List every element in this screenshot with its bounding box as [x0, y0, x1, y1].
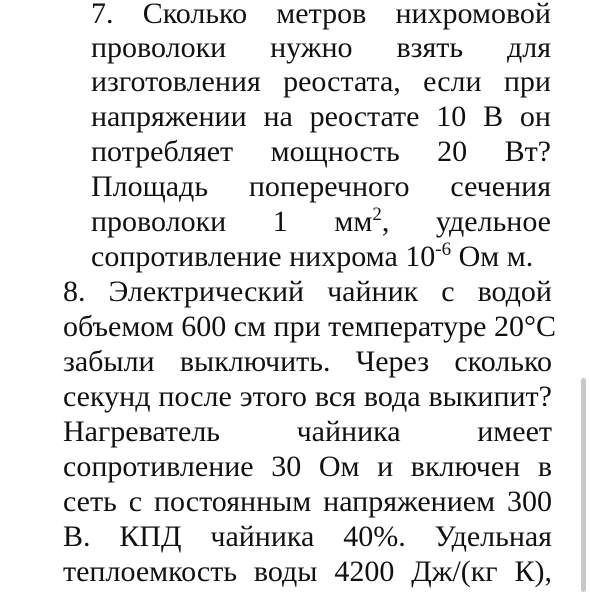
line-8-text-before: сопротивление нихрома 10	[91, 240, 436, 273]
question-8-line-9: теплоемкость воды 4200 Дж/(кг К),	[63, 555, 552, 588]
superscript-exponent: 2	[372, 204, 382, 225]
question-8-line-1: 8. Электрический чайник с водой	[63, 275, 552, 308]
superscript-exponent: -6	[435, 239, 452, 260]
line-7-text-before: проволоки 1 мм	[91, 205, 373, 238]
question-8-line-6: сопротивление 30 Ом и включен в	[63, 450, 552, 483]
question-7-line-7	[91, 204, 551, 240]
question-7-line-6: Площадь поперечного сечения	[91, 170, 551, 203]
question-7-line-1: 7. Сколько метров нихромовой	[91, 0, 551, 30]
question-8-line-4: секунд после этого вся вода выкипит?	[63, 380, 552, 413]
question-8-line-3: забыли выключить. Через сколько	[63, 345, 552, 378]
question-7-line-5: потребляет мощность 20 Вт?	[91, 135, 551, 168]
question-7-line-4: напряжении на реостате 10 В он	[91, 100, 551, 133]
line-7-text-after: , удельное	[381, 205, 551, 238]
question-7-line-8	[91, 239, 551, 275]
question-8-line-5: Нагреватель чайника имеет	[63, 415, 552, 448]
question-7-line-2: проволоки нужно взять для	[91, 31, 551, 64]
question-7-line-3: изготовления реостата, если при	[91, 65, 551, 98]
question-8-line-8: В. КПД чайника 40%. Удельная	[63, 520, 552, 553]
line-8-text-after: Ом м.	[451, 240, 534, 273]
question-8-line-2: объемом 600 см при температуре 20°С	[63, 310, 557, 343]
vertical-scrollbar[interactable]	[581, 378, 586, 592]
question-8-line-7: сеть с постоянным напряжением 300	[63, 485, 552, 518]
